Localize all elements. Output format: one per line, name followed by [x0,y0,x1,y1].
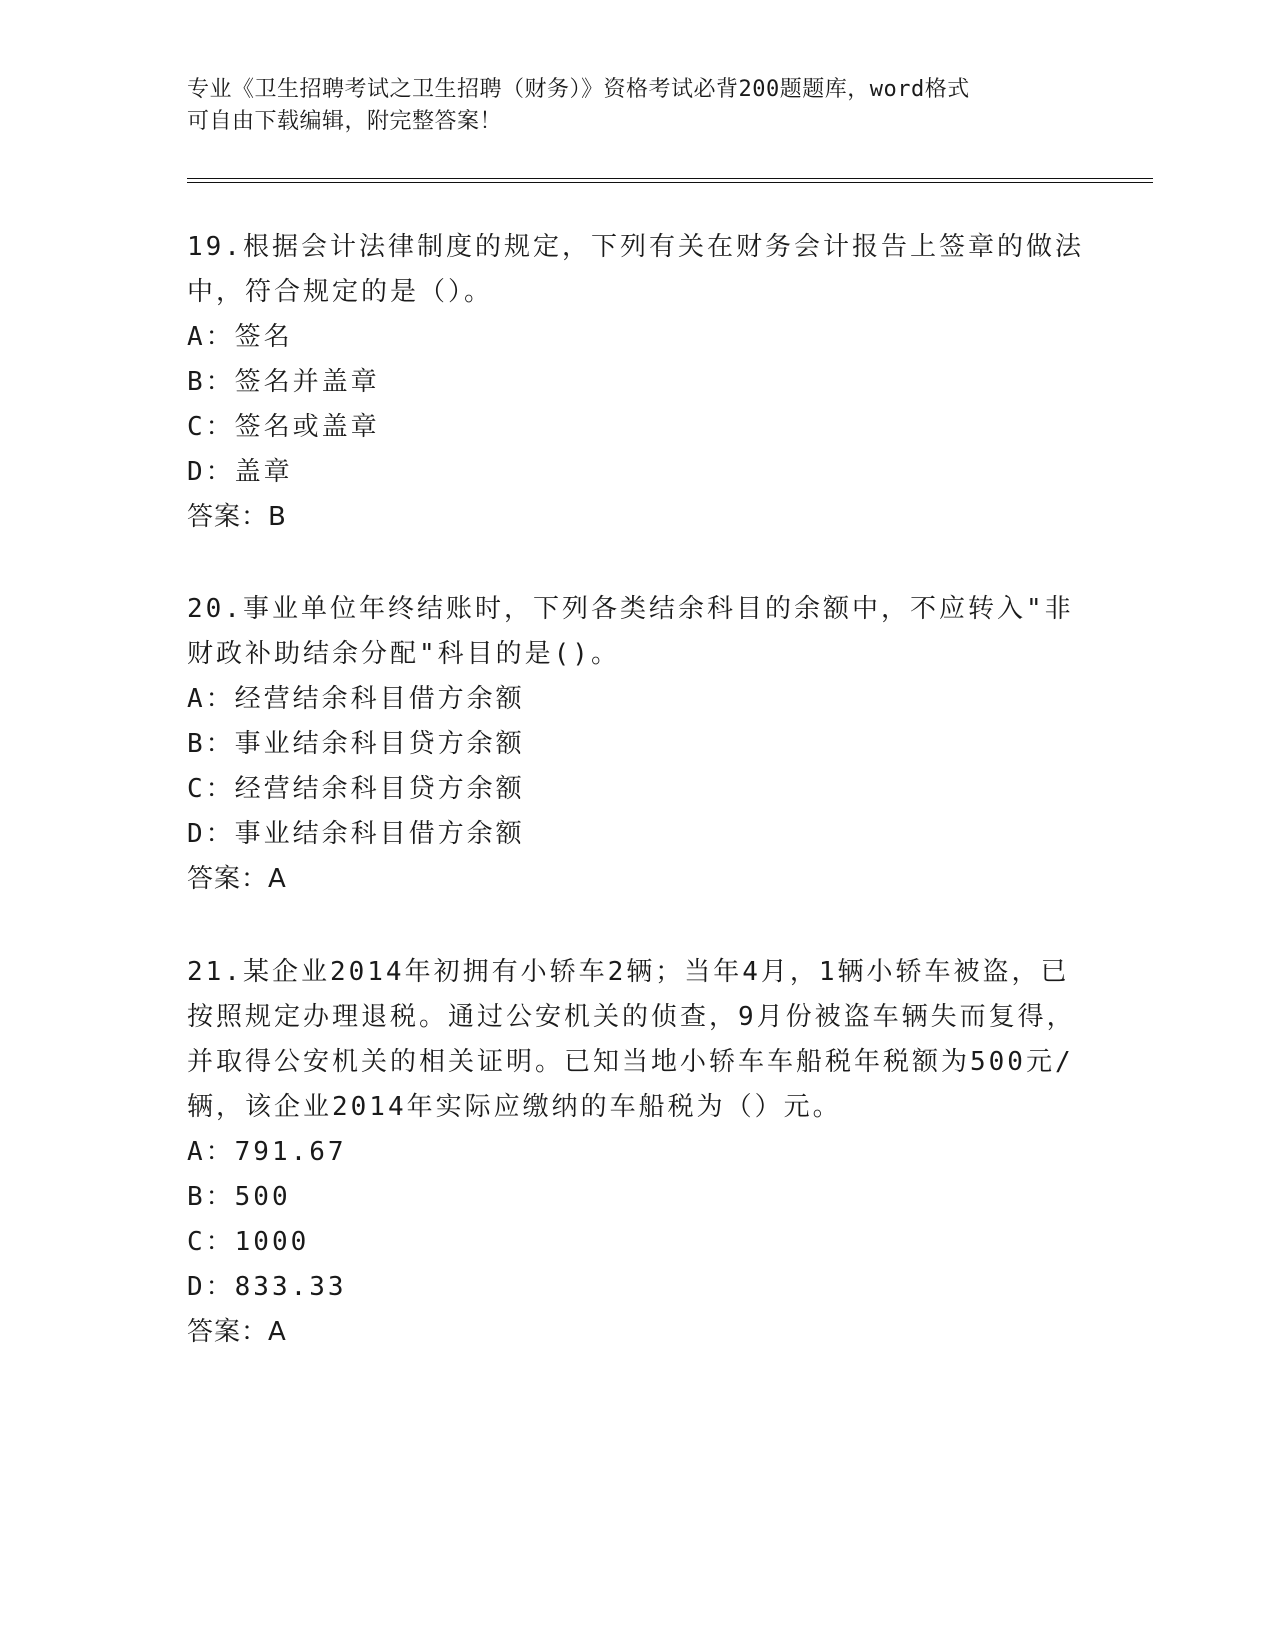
question-stem-line: 中，符合规定的是（）。 [187,277,494,307]
question-19 [187,225,1087,540]
header-line-2: 可自由下载编辑，附完整答案！ [187,109,503,134]
option-c: C：签名或盖章 [187,412,380,442]
header-divider [187,178,1153,183]
question-stem-line: 21.某企业2014年初拥有小轿车2辆；当年4月，1辆小轿车被盗，已 [187,957,1070,987]
option-d: D：833.33 [187,1272,347,1302]
answer-label: 答案：A [187,864,287,894]
option-c: C：1000 [187,1227,310,1257]
question-21 [187,950,1087,1355]
question-stem-line: 20.事业单位年终结账时，下列各类结余科目的余额中，不应转入"非 [187,594,1074,624]
question-stem-line: 辆，该企业2014年实际应缴纳的车船税为（）元。 [187,1092,842,1122]
document-header [187,74,1067,138]
header-line-1: 专业《卫生招聘考试之卫生招聘（财务）》资格考试必背200题题库，word格式 [187,77,970,102]
question-stem-line: 并取得公安机关的相关证明。已知当地小轿车车船税年税额为500元/ [187,1047,1074,1077]
option-c: C：经营结余科目贷方余额 [187,774,525,804]
option-a: A：签名 [187,322,293,352]
option-d: D：事业结余科目借方余额 [187,819,525,849]
option-a: A：经营结余科目借方余额 [187,684,525,714]
question-stem-line: 财政补助结余分配"科目的是()。 [187,639,620,669]
option-b: B：500 [187,1182,291,1212]
option-b: B：签名并盖章 [187,367,380,397]
option-a: A：791.67 [187,1137,347,1167]
answer-label: 答案：B [187,502,287,532]
answer-label: 答案：A [187,1317,287,1347]
question-stem-line: 按照规定办理退税。通过公安机关的侦查，9月份被盗车辆失而复得， [187,1002,1076,1032]
question-20 [187,587,1087,902]
option-b: B：事业结余科目贷方余额 [187,729,525,759]
question-stem-line: 19.根据会计法律制度的规定，下列有关在财务会计报告上签章的做法 [187,232,1084,262]
option-d: D：盖章 [187,457,293,487]
